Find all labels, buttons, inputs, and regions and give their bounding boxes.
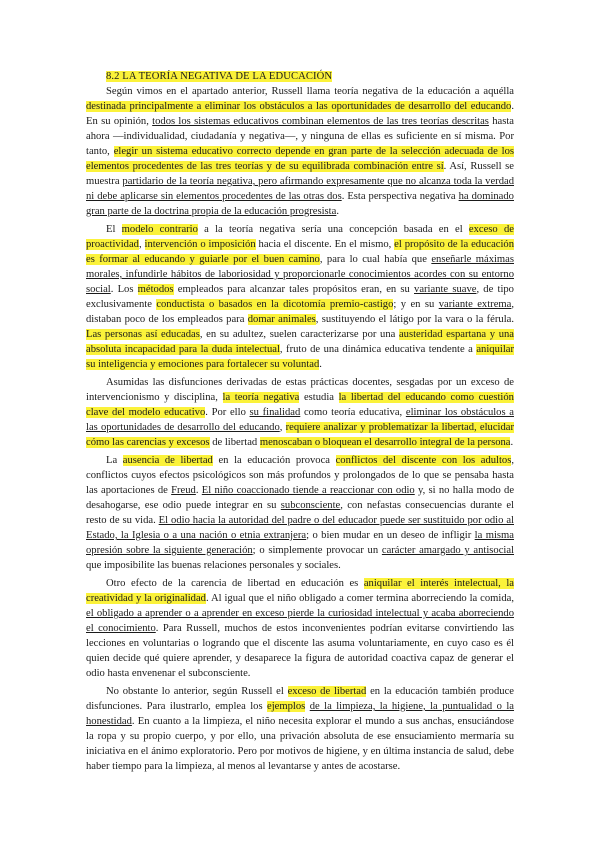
highlighted-text: intervención o imposición (144, 239, 256, 250)
section-heading-text: 8.2 LA TEORÍA NEGATIVA DE LA EDUCACIÓN (106, 71, 333, 82)
text-run: . (195, 485, 202, 496)
text-run: de libertad (209, 437, 260, 448)
text-run: . Los (110, 284, 138, 295)
text-run: . En su opinión, (86, 101, 514, 127)
text-run: . (510, 437, 514, 448)
highlighted-text: modelo contrario (121, 224, 198, 235)
underlined-text: El niño coaccionado tiende a reaccionar con odio (201, 485, 415, 496)
underlined-text: todos los sistemas educativos combinan elementos de las tres teorías descritas (152, 116, 489, 127)
text-run: hasta ahora —individualidad, ciudadanía y negativa—, y ninguna de ellas es suficiente en sí misma. Por tanto, (86, 116, 515, 157)
highlighted-text: requiere analizar y problematizar la libertad, elucidar cómo las carencias y excesos (86, 422, 515, 448)
text-run: , con nefastas consecuencias durante el resto de su vida. (86, 500, 514, 526)
underlined-text: partidario de la teoría negativa, pero afirmando expresamente que no alcanza toda la verdad ni debe aplicarse sin elementos procedentes de las otras dos (86, 176, 515, 202)
text-run: estudia (299, 392, 339, 403)
text-run: , conflictos cuyos efectos psicológicos son más profundos y prolongados de lo que se pensaba hasta las aportaciones de (86, 455, 515, 496)
text-run: . Al igual que el niño obligado a comer termina aborreciendo la comida, (205, 593, 514, 604)
text-run: ; o bien mudar en un deseo de infligir (306, 530, 475, 541)
text-run: ; y en su (393, 299, 439, 310)
underlined-text: ha dominado gran parte de la doctrina propia de la educación progresista (86, 191, 514, 217)
text-run: , de tipo exclusivamente (86, 284, 514, 310)
highlighted-text: exceso de proactividad (86, 224, 514, 250)
text-run: . (319, 359, 322, 370)
highlighted-text: domar animales (247, 314, 316, 325)
text-run: . Esta perspectiva negativa (341, 191, 459, 202)
text-run: como teoría educativa, (300, 407, 406, 418)
paragraph (86, 84, 514, 219)
text-run: a la teoría negativa sería una concepción basada en el (197, 224, 469, 235)
underlined-text: la misma opresión sobre la siguiente generación (86, 530, 515, 556)
highlighted-text: aniquilar el interés intelectual, la creatividad y la originalidad (86, 578, 514, 604)
paragraph (86, 375, 514, 450)
underlined-text: Freud (171, 485, 196, 496)
text-run: , en su adultez, suelen caracterizarse por una (199, 329, 399, 340)
highlighted-text: aniquilar su inteligencia y emociones para fortalecer su voluntad (86, 344, 514, 370)
underlined-text: variante suave (414, 284, 477, 295)
highlighted-text: conductista o basados en la dicotomía premio-castigo (156, 299, 394, 310)
highlighted-text: la libertad del educando como cuestión clave del modelo educativo (86, 392, 514, 418)
underlined-text: el obligado a aprender o a aprender en exceso pierde la curiosidad intelectual y acaba aborreciendo el conocimiento (86, 608, 514, 634)
text-run: . En cuanto a la limpieza, el niño necesita explorar el mundo a sus anchas, ensuciándose la ropa y su propio cuerpo, y por ello, una privación absoluta de ese ensuciamiento mermaría su iniciativa en el ánimo exploratorio. Pero por motivos de higiene, y en última instancia de salud, debe haber tiempo para la limpieza, al menos al levantarse y antes de acostarse. (86, 716, 514, 772)
underlined-text: carácter amargado y antisocial (381, 545, 515, 556)
section-heading (106, 70, 514, 84)
text-run: , (138, 239, 145, 250)
paragraph (86, 222, 514, 372)
text-run: No obstante lo anterior, según Russell el (106, 686, 288, 697)
highlighted-text: menoscaban o bloquean el desarrollo integral de la persona (259, 437, 511, 448)
underlined-text: variante extrema (438, 299, 512, 310)
underlined-text: subconsciente (280, 500, 341, 511)
text-run: empleados para alcanzar tales propósitos eran, en su (173, 284, 415, 295)
text-run: hacia el discente. En el mismo, (255, 239, 395, 250)
paragraph (86, 453, 514, 573)
text-run: La (106, 455, 123, 466)
paragraph (86, 576, 514, 681)
text-run: , (279, 422, 286, 433)
text-run: . (336, 206, 339, 217)
underlined-text: de la limpieza, la higiene, la puntualidad o la honestidad (86, 701, 515, 727)
highlighted-text: la teoría negativa (222, 392, 300, 403)
paragraph (86, 684, 514, 774)
text-run: en la educación también produce disfunciones. Para ilustrarlo, emplea los (86, 686, 514, 712)
text-run: . Por ello (205, 407, 250, 418)
text-run: Según vimos en el apartado anterior, Russell llama teoría negativa de la educación a aquélla (106, 86, 514, 97)
text-run: Otro efecto de la carencia de libertad en educación es (106, 578, 364, 589)
highlighted-text: conflictos del discente con los adultos (335, 455, 512, 466)
text-run: ; o simplemente provocar un (252, 545, 382, 556)
text-run: Asumidas las disfunciones derivadas de estas prácticas docentes, sesgadas por un exceso de intervencionismo y disciplina, (86, 377, 514, 403)
highlighted-text: elegir un sistema educativo correcto depende en gran parte de la selección adecuada de los elementos procedentes de las tres teorías y de su equilibrada combinación entre sí (86, 146, 514, 172)
highlighted-text: métodos (137, 284, 174, 295)
text-run: , sustituyendo el látigo por la vara o la férula. (315, 314, 514, 325)
text-run: . Así, Russell se muestra (86, 161, 514, 187)
text-run: , para lo cual había que (319, 254, 432, 265)
highlighted-text: el propósito de la educación es formar al educando y guiarle por el buen camino (86, 239, 515, 265)
highlighted-text: exceso de libertad (287, 686, 367, 697)
text-run: en la educación provoca (212, 455, 336, 466)
document-body (86, 84, 514, 774)
highlighted-text: destinada principalmente a eliminar los obstáculos a las oportunidades de desarrollo del educando (86, 101, 512, 112)
highlighted-text: Las personas así educadas (86, 329, 200, 340)
text-run: que imposibilite las buenas relaciones personales y sociales. (86, 560, 341, 571)
text-run: , fruto de una dinámica educativa tendente a (279, 344, 477, 355)
underlined-text: enseñarle máximas morales, infundirle hábitos de laboriosidad y proporcionarle conocimientos acordes con su entorno social (86, 254, 514, 295)
underlined-text: El odio hacia la autoridad del padre o del educador puede ser sustituido por odio al Estado, la Iglesia o a una nación o etnia extranjera (86, 515, 514, 541)
text-run: . Para Russell, muchos de estos inconvenientes podrían evitarse convirtiendo las lecciones en voluntarias o logrando que el discente las asuma voluntariamente, en cuyo caso es él quien decide qué quiere aprender, y desaparece la figura de autoridad coactiva capaz de generar el odio hasta envenenar el subconsciente. (86, 623, 514, 679)
text-run: El (106, 224, 122, 235)
highlighted-text: austeridad espartana y una absoluta incapacidad para la duda intelectual (86, 329, 514, 355)
text-run: y, si no halla modo de desahogarse, ese odio puede integrar en su (86, 485, 515, 511)
highlighted-text: ejemplos (267, 701, 306, 712)
underlined-text: su finalidad (249, 407, 301, 418)
highlighted-text: ausencia de libertad (122, 455, 213, 466)
underlined-text: eliminar los obstáculos a las oportunidades de desarrollo del educando (86, 407, 514, 433)
text-run: , distaban poco de los empleados para (86, 299, 514, 325)
